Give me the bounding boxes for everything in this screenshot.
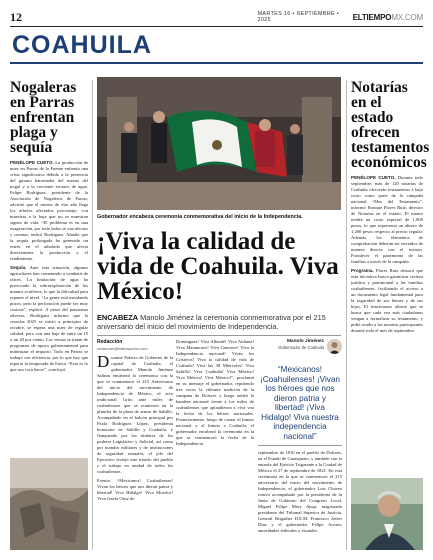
main-column-1 [97,352,173,502]
right-story-paragraph: Programa. Flores Ruiz destacó que esta iniciativa busca garantizar certeza jurídica y patrimonial a las familias coahuilenses, facilitando el acceso a un documento legal fundamental para la seguridad de sus bienes y de sus hijos. El funcionario afirmó que se busca que cada vez más ciudadanos vengan a formalizar su testamento, y pidió acudir a las notarías participantes durante todo el mes de septiembre. [351,268,423,333]
right-story-lead: PENÉLOPE CUETO. Durante todo septiembre, más de 120 notarías de Coahuila ofrecerán testamentos a bajo costo como parte de la campaña nacional “Mes del Testamento”, informó Enrique Flores Ruiz, director de Notarías en el estado. El monto tendrá un costo especial de 1,800 pesos, lo que representa un ahorro de 1,200 pesos respecto al precio regular. Además, los elementos de comprobación deberán ser enviados de manera directa con el notario. Fortalecer el patrimonio de las familias a través de la campaña. [351,175,423,264]
page-header [10,10,423,24]
main-dek: ENCABEZA Manolo Jiménez la ceremonia conmemorativa por el 215 aniversario del inicio del movimiento de Independencia. [97,313,326,331]
quote-author-name: Manolo Jiménez [286,339,324,344]
dek-rule [97,335,341,336]
photo-caption: Gobernador encabeza ceremonia conmemorativa del inicio de la Independencia. [97,214,303,220]
pull-quote: “Mexicanos! ¡Coahuilenses! ¡Vivan los héroes que nos dieron patria y libertad! ¡Viva Hidalgo! Viva nuestra independencia nacional” [260,365,340,441]
author-avatar [327,339,342,354]
brand-logo[interactable]: ELTIEMPOMX.COM [352,12,423,22]
quote-author [258,339,342,363]
left-story-headline[interactable]: Nogaleras en Parras enfrentan plaga y sequía [10,79,77,156]
left-story-paragraph: Sequía. Ante esta situación, algunos agricultores han comenzado a combatir de raíces. La limitación de agua ha provocado la sobreexplotación de los mantos acuíferos, lo que la dificultad para reponer el nivel. “La gente está instalando pozos, pero la perforación puede ser muy costosa”, explicó. A pesar del panorama adverso, Rodríguez informó que la cosecha 2025 se inició a principios de octubre, se espera una nuez de regular calidad, pero con una baja de entre un 15 y un 20 por ciento. Las ventas se tratan de programas de apoyo gubernamental para minimizar el impacto. Todo en Parras se trabaja con eficiencia, por lo que hay que esperar la temporada de lluvia. “Esto es lo que nos toca hacer”, concluyó. [10,265,88,372]
quote-rule [258,445,342,446]
byline: Redacción [97,339,123,345]
main-headline[interactable]: ¡Viva la calidad de vida de Coahuila. Viva México! [97,228,339,305]
main-column-2 [176,339,254,447]
nut-tree-photo [10,458,88,550]
column-divider [92,80,93,550]
main-column-3 [258,339,342,534]
notary-photo [351,478,423,550]
right-story [351,79,430,334]
byline-email[interactable]: redaccion@eltiempomx.com [97,346,148,351]
page-number: 12 [10,9,22,24]
main-paragraph-2: Evento. “Mexicanos! Coahuilenses! Vivan los héroes que nos dieron patria y libertad! Viva Hidalgo! Viva Morelos! Viva Josefa Ortiz de [97,478,173,501]
column-divider [346,80,347,550]
left-story [10,80,88,373]
issue-date: MARTES 16 • SEPTIEMBRE • 2025 [257,11,340,23]
main-paragraph-1: Durante Palacio de Gobierno de la capital de Coahuila, el gobernador Manolo Jiménez Salinas encabezó la ceremonia con la que se conmemoró el 215 Aniversario del inicio del movimiento de Independencia de México, el acto tradicional Grito ante miles de coahuilenses que se reunieron en la plancha de la plaza de armas de Saltillo. Acompañado en el balcón principal por Paola Rodríguez López, presidenta honoraria de Saltillo y Coahuila, y flanqueado por los titulares de los poderes Legislativo y Judicial, así como por mandos militares y de instituciones de seguridad estatales, el jefe del Ejecutivo festejó este triunfo del pueblo y el trabajo en unidad de todos los coahuilenses. [97,352,173,474]
left-story-lead: PENÉLOPE CUETO. La producción de nuez en Parras de la Fuente enfrenta una crisis significativa debido a la presencia del gusano barrenador del ruezno del nogal y a la creciente escasez de agua. Felipe Rodríguez, presidente de la Asociación de Nogaleros de Parras, advirtió que el ruezno de este año llega los árboles afectados porcentaje, con muestras a la baja que no se muestran signos de vida. “El problema es en una exageración, por todo lados se van afectos y cuentas, indicó Rodríguez. Añadió que la sequía prolongada ha generado un estrés en el arbolado que afecta directamente la producción y el rendimiento. [10,160,88,261]
right-story-headline[interactable]: Notarías en el estado ofrecen testamentos económicos [351,79,430,171]
header-rule [10,26,423,27]
ceremony-photo [97,77,341,210]
main-paragraph-4: septiembre de 1810 en el pueblo de Dolores, en el Estado de Guanajuato, y también con la entrada del Ejército Trigarante a la Ciudad de México el 27 de septiembre de 1821. En esta ceremonia en la que se conmemoró el 215 aniversario del inicio del movimiento de Independencia, el gobernador Luis Chávez estuvo acompañado por la presidenta de la Junta de Gobierno del Congreso Local, Miguel Felipe Mery Ayup; magistrado presidente del Tribunal Superior de Justicia, General Brigadier D.E.M. Francisco Javier Díaz y el gobernador Felipe Acosta; autoridades federales y estatales. [258,450,342,533]
section-title: COAHUILA [12,31,152,59]
quote-author-role: Gobernador de Coahuila [278,345,324,350]
main-paragraph-3: Domínguez! Viva Allende! Viva Aldama! Viva Matamoros! Viva Guerrero! Viva la Independencia nacional! Vivan los Cristeros! Viva la calidad de vida de Coahuila! Viva las 38 Miércoles! Viva Saltillo! Viva Coahuila! Viva México! Viva México! Viva México!”, proclamó en su mensaje el gobernador, repitiendo tres veces la vibrante tradición de la campana de Dolores y luego ondeó la bandera nacional frente a los miles de coahuilenses que aplaudieron a viva voz la fecha de los héroes nacionales. Posteriormente, luego de cantar el himno nacional y el himno a Coahuila, el gobernador encabezó la ceremonia en la que se conmemoró la fecha de la Independencia. [176,339,254,446]
section-rule [10,62,423,64]
drop-cap: D [97,352,110,371]
